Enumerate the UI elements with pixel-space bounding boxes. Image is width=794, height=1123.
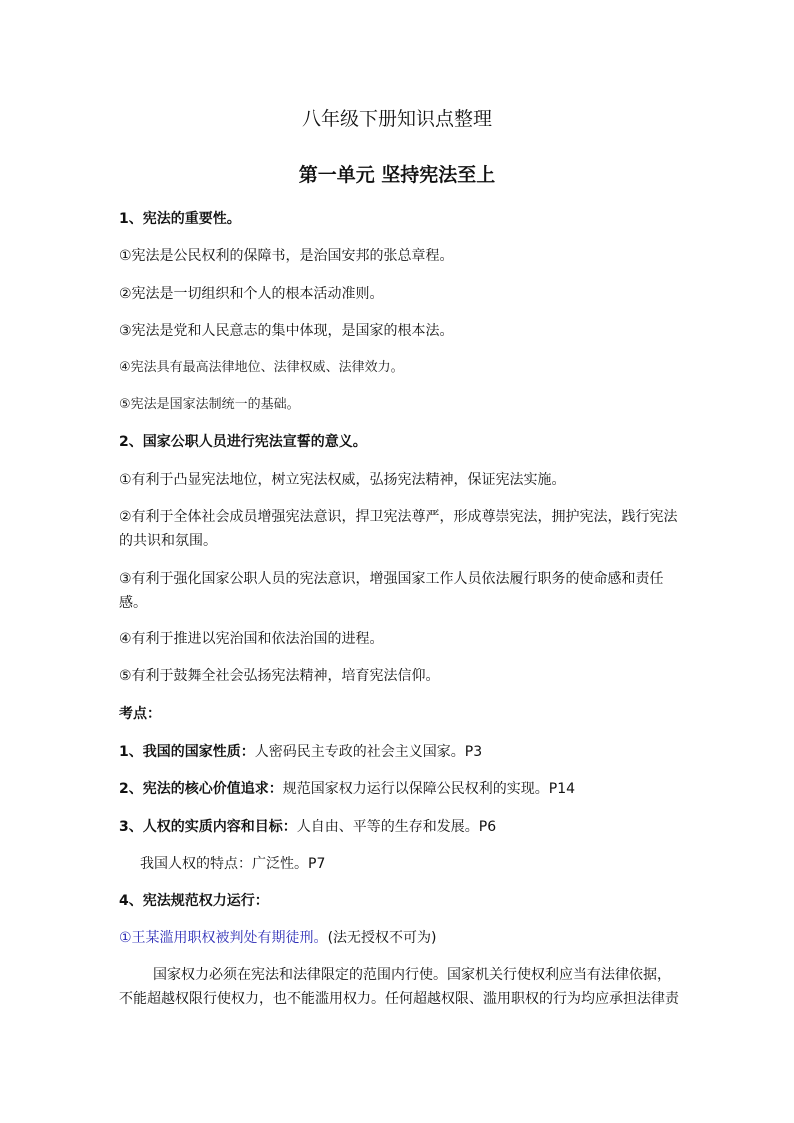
kaodian-point-2-text: 规范国家权力运行以保障公民权利的实现。P14 [282, 781, 576, 797]
kaodian-subpoint: 我国人权的特点：广泛性。P7 [140, 856, 326, 872]
section2-heading: 2、国家公职人员进行宪法宣誓的意义。 [119, 434, 367, 450]
section1-item-4: ④宪法具有最高法律地位、法律权威、法律效力。 [119, 360, 404, 375]
section2-item-2: ②有利于全体社会成员增强宪法意识，捍卫宪法尊严，形成尊崇宪法，拥护宪法，践行宪法的共识和氛围。 [119, 509, 678, 549]
case-note: (法无授权不可为) [327, 930, 437, 946]
case-line-text: ①王某滥用职权被判处有期徒刑。 [119, 930, 328, 946]
kaodian-point-2-label: 2、宪法的核心价值追求： [119, 781, 283, 797]
section2-item-4: ④有利于推进以宪治国和依法治国的进程。 [119, 631, 384, 647]
section1-item-5: ⑤宪法是国家法制统一的基础。 [119, 397, 300, 412]
section1-heading: 1、宪法的重要性。 [119, 211, 241, 227]
kaodian-point-1-label: 1、我国的国家性质： [119, 744, 255, 760]
kaodian-point-2 [119, 777, 679, 801]
document-title: 八年级下册知识点整理 [301, 108, 492, 130]
kaodian-point-3-text: 人自由、平等的生存和发展。P6 [296, 819, 497, 835]
kaodian-point-3 [119, 815, 679, 839]
kaodian-point-1 [119, 740, 679, 764]
section1-item-3: ③宪法是党和人民意志的集中体现，是国家的根本法。 [119, 323, 454, 339]
section1-item-2: ②宪法是一切组织和个人的根本活动准则。 [119, 286, 384, 302]
section2-item-3: ③有利于强化国家公职人员的宪法意识，增强国家工作人员依法履行职务的使命感和责任感。 [119, 571, 664, 611]
section1-item-1: ①宪法是公民权利的保障书，是治国安邦的张总章程。 [119, 248, 454, 264]
case-line [119, 926, 679, 950]
kaodian-heading: 考点： [119, 706, 161, 722]
kaodian-point-3-label: 3、人权的实质内容和目标： [119, 819, 297, 835]
body-paragraph: 国家权力必须在宪法和法律限定的范围内行使。国家机关行使权利应当有法律依据，不能超越权限行使权力，也不能滥用权力。任何超越权限、滥用职权的行为均应承担法律责 [119, 967, 679, 1007]
section2-item-5: ⑤有利于鼓舞全社会弘扬宪法精神，培育宪法信仰。 [119, 668, 440, 684]
section2-item-1: ①有利于凸显宪法地位，树立宪法权威，弘扬宪法精神，保证宪法实施。 [119, 472, 566, 488]
kaodian-point-1-text: 人密码民主专政的社会主义国家。P3 [254, 744, 483, 760]
kaodian-point-4-heading: 4、宪法规范权力运行： [119, 893, 269, 909]
unit-title: 第一单元 坚持宪法至上 [298, 164, 496, 186]
